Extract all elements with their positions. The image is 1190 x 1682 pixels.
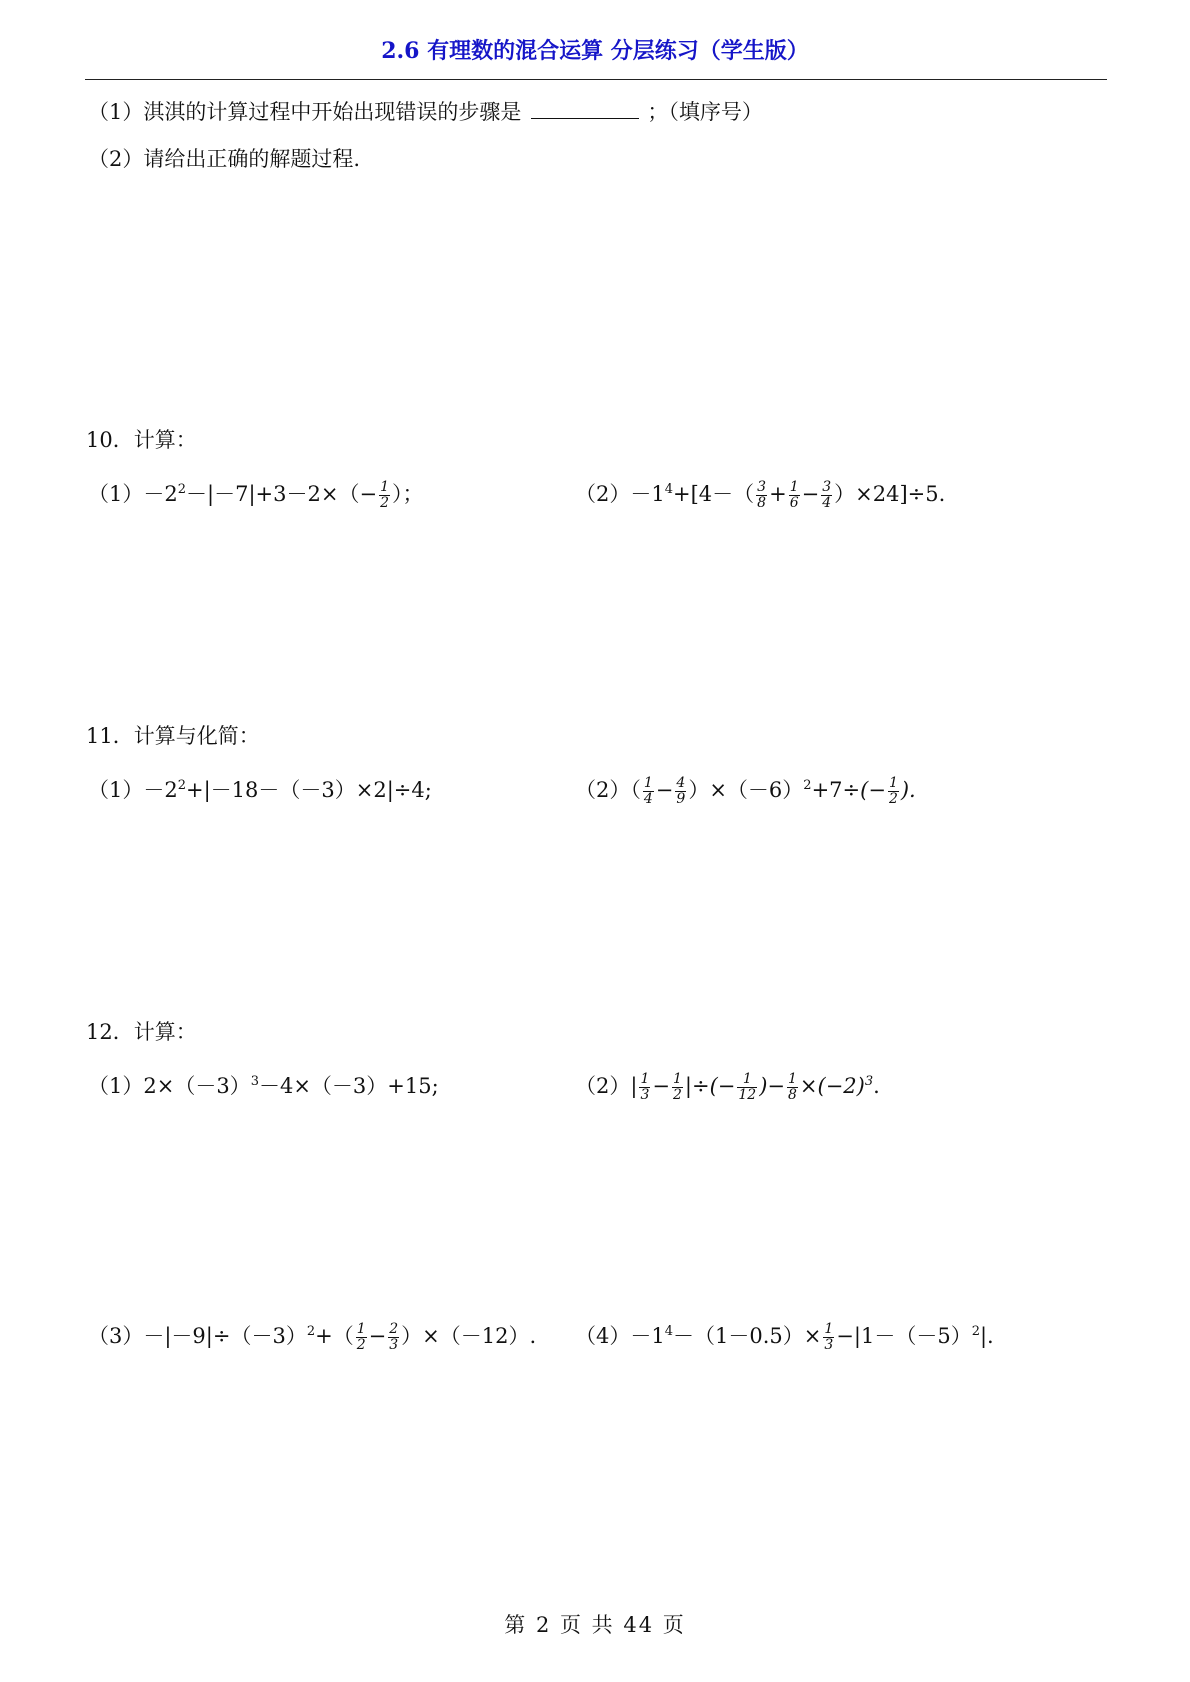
q12-p2-text-d: )− bbox=[759, 1074, 785, 1098]
q12-p2-minus: − bbox=[652, 1074, 670, 1098]
q11-p1-exponent: 2 bbox=[177, 778, 187, 793]
q10-p2-fraction-1: $\frac{3}{8}$ bbox=[757, 479, 767, 511]
q11-p2-exponent: 2 bbox=[803, 778, 812, 793]
q12-p4-fraction-1: $\frac{1}{3}$ bbox=[824, 1321, 834, 1353]
q12-p4-text-d: |. bbox=[979, 1324, 994, 1348]
q11-p2-fraction-3: $\frac{1}{2}$ bbox=[888, 775, 898, 807]
q11-p2-minus: − bbox=[655, 778, 674, 802]
header-divider bbox=[85, 79, 1107, 80]
q11-part-2 bbox=[575, 774, 916, 807]
q12-p2-text-f: (−2) bbox=[817, 1074, 865, 1098]
q12-p3-text-b: +（ bbox=[315, 1324, 354, 1348]
q12-p3-text-c: ）×（－12）. bbox=[401, 1324, 537, 1348]
q12-p1-text-b: －4×（－3）+15; bbox=[258, 1074, 439, 1098]
q11-p1-text-a: （1）－2 bbox=[88, 778, 178, 802]
q10-p2-text-c: ）×24]÷5. bbox=[834, 482, 946, 506]
q10-p1-text-b: －|－7|+3－2×（ bbox=[186, 482, 360, 506]
q12-p2-fraction-2: $\frac{1}{2}$ bbox=[672, 1071, 682, 1103]
q11-p2-text-e: ). bbox=[900, 778, 916, 802]
q11-p2-fraction-2: $\frac{4}{9}$ bbox=[676, 775, 686, 807]
q12-p4-text-c: −|1－（－5） bbox=[836, 1324, 972, 1348]
q9-part-1 bbox=[88, 96, 763, 126]
q11-title: 11．计算与化简： bbox=[86, 724, 260, 748]
q12-p1-text-a: （1）2×（－3） bbox=[88, 1074, 251, 1098]
q12-p3-minus: − bbox=[368, 1324, 387, 1348]
q12-title: 12．计算： bbox=[86, 1020, 197, 1044]
q9-part-1-text: （1）淇淇的计算过程中开始出现错误的步骤是 bbox=[88, 100, 522, 124]
q12-p4-text-a: （4）－1 bbox=[575, 1324, 665, 1348]
q12-p2-text-g: . bbox=[873, 1074, 880, 1098]
q10-p1-minus: − bbox=[359, 482, 378, 506]
q12-p4-text-b: －（1－0.5）× bbox=[673, 1324, 822, 1348]
q9-part-2: （2）请给出正确的解题过程. bbox=[88, 147, 361, 171]
q12-p2-fraction-3: $\frac{1}{12}$ bbox=[738, 1071, 757, 1103]
q12-p3-exponent: 2 bbox=[306, 1324, 316, 1339]
q12-p2-text-e: × bbox=[799, 1074, 818, 1098]
q11-p2-text-c: +7÷ bbox=[811, 778, 861, 802]
q10-p1-text-a: （1）－2 bbox=[88, 482, 178, 506]
q10-p2-text-b: +[4－（ bbox=[673, 482, 755, 506]
document-header-title: 2.6 有理数的混合运算 分层练习（学生版） bbox=[381, 38, 809, 64]
q12-p2-text-c: (− bbox=[709, 1074, 736, 1098]
q10-p2-fraction-3: $\frac{3}{4}$ bbox=[822, 479, 832, 511]
q10-p2-minus: − bbox=[801, 482, 820, 506]
q10-part-2 bbox=[575, 478, 945, 511]
q10-p1-fraction: $\frac{1}{2}$ bbox=[380, 479, 389, 511]
q11-part-1 bbox=[88, 774, 432, 804]
q12-p2-fraction-1: $\frac{1}{3}$ bbox=[640, 1071, 650, 1103]
q11-p2-fraction-1: $\frac{1}{4}$ bbox=[643, 775, 653, 807]
q10-p2-fraction-2: $\frac{1}{6}$ bbox=[789, 479, 799, 511]
q12-part-2 bbox=[575, 1070, 880, 1103]
q12-p2-exponent: 3 bbox=[864, 1074, 874, 1089]
q12-p3-fraction-2: $\frac{2}{3}$ bbox=[389, 1321, 399, 1353]
q12-part-4 bbox=[575, 1320, 994, 1353]
q9-part-1-suffix: ；（填序号） bbox=[647, 100, 763, 124]
q10-p1-exponent: 2 bbox=[177, 482, 187, 497]
q12-p4-exponent: 4 bbox=[664, 1324, 674, 1339]
q10-p1-text-d: ）； bbox=[391, 482, 424, 506]
q12-p3-fraction-1: $\frac{1}{2}$ bbox=[356, 1321, 366, 1353]
q12-p3-text-a: （3）－|－9|÷（－3） bbox=[88, 1324, 307, 1348]
answer-blank[interactable] bbox=[531, 100, 639, 119]
q11-p2-text-d: (− bbox=[860, 778, 886, 802]
q10-p2-plus: + bbox=[769, 482, 787, 506]
q10-p2-exponent: 4 bbox=[664, 482, 674, 497]
q12-part-1 bbox=[88, 1070, 439, 1100]
q10-title: 10．计算： bbox=[86, 428, 197, 452]
q10-part-1 bbox=[88, 478, 423, 511]
q12-p2-fraction-4: $\frac{1}{8}$ bbox=[787, 1071, 797, 1103]
q12-p2-text-b: |÷ bbox=[684, 1074, 710, 1098]
q11-p1-text-b: +|－18－（－3）×2|÷4; bbox=[186, 778, 432, 802]
q12-part-3 bbox=[88, 1320, 536, 1353]
q11-p2-text-b: ）×（－6） bbox=[688, 778, 804, 802]
q12-p4-exponent: 2 bbox=[971, 1324, 980, 1339]
q12-p1-exponent: 3 bbox=[250, 1074, 259, 1089]
q10-p2-text-a: （2）－1 bbox=[575, 482, 665, 506]
page-footer: 第 2 页 共 44 页 bbox=[504, 1613, 686, 1637]
q11-p2-text-a: （2）（ bbox=[575, 778, 641, 802]
q12-p2-text-a: （2）| bbox=[575, 1074, 638, 1098]
